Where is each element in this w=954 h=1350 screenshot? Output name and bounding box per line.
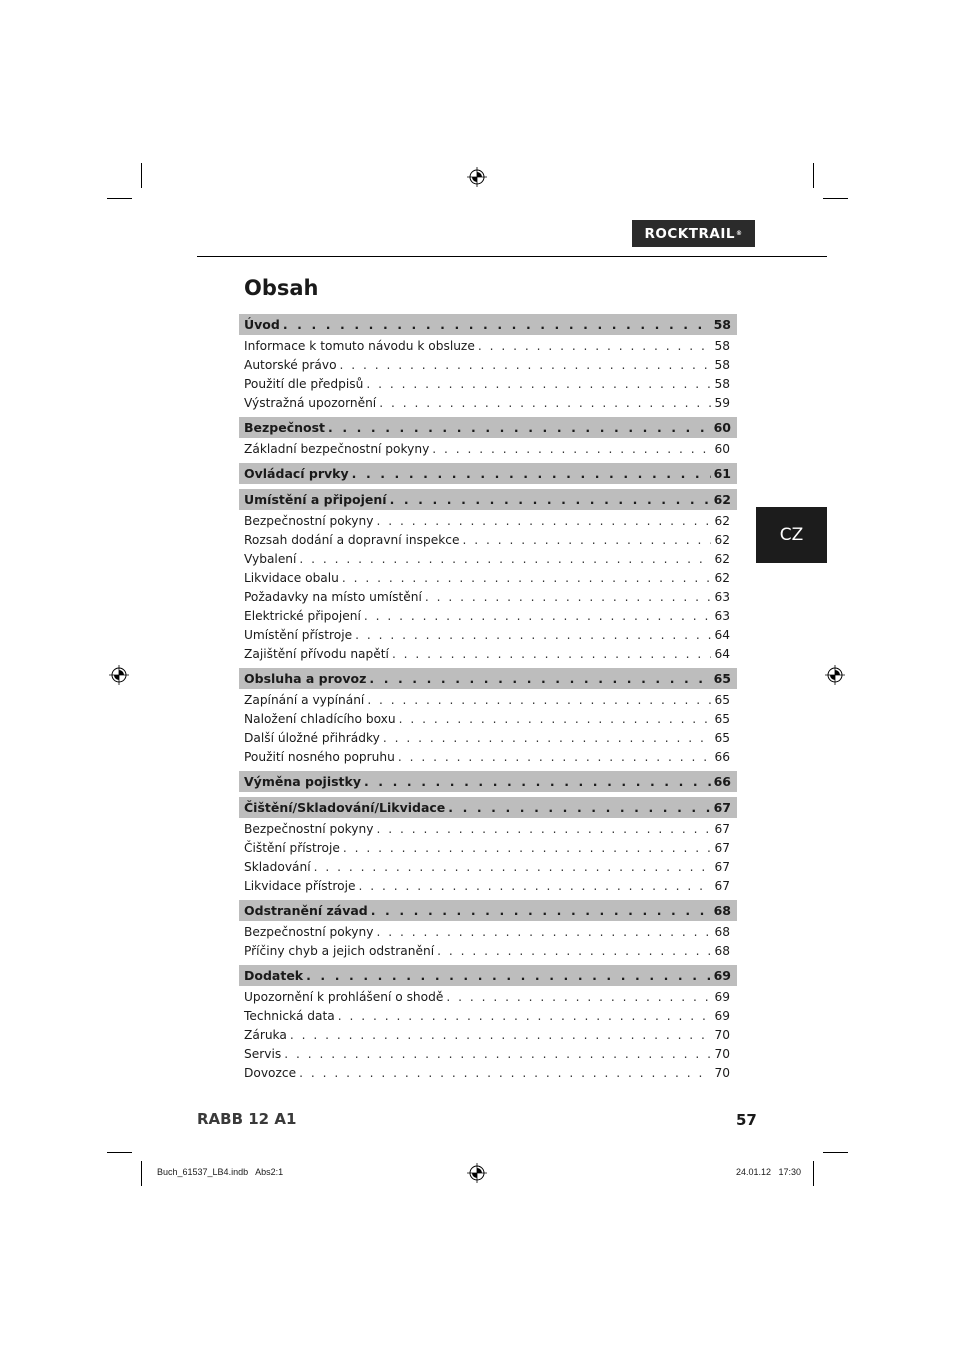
toc-entry-page: 58 <box>714 338 730 353</box>
toc-entry-title: Zapínání a vypínání <box>244 692 365 707</box>
toc-entry-title: Použití nosného popruhu <box>244 749 395 764</box>
table-of-contents <box>239 314 737 1082</box>
toc-entry-row <box>239 549 737 568</box>
toc-section-page: 60 <box>713 420 731 435</box>
toc-entry-title: Vybalení <box>244 551 297 566</box>
registered-mark: ® <box>735 230 743 237</box>
toc-entry-title: Příčiny chyb a jejich odstranění <box>244 943 435 958</box>
toc-entry-row <box>239 819 737 838</box>
toc-entry-title: Naložení chladícího boxu <box>244 711 396 726</box>
toc-entry-title: Požadavky na místo umístění <box>244 589 422 604</box>
toc-entry-row <box>239 644 737 663</box>
toc-entry-row <box>239 587 737 606</box>
toc-entry-title: Rozsah dodání a dopravní inspekce <box>244 532 460 547</box>
toc-entry-row <box>239 1006 737 1025</box>
toc-entry-page: 67 <box>714 840 730 855</box>
toc-entry-page: 62 <box>714 513 730 528</box>
toc-entry-page: 70 <box>714 1027 730 1042</box>
toc-leader-dots <box>379 396 711 410</box>
toc-entry-page: 59 <box>714 395 730 410</box>
toc-section-row <box>239 489 737 510</box>
toc-entry-row <box>239 987 737 1006</box>
toc-leader-dots <box>343 841 712 855</box>
toc-entry-page: 63 <box>714 608 730 623</box>
toc-leader-dots <box>437 944 711 958</box>
toc-entry-page: 62 <box>714 570 730 585</box>
toc-entry-title: Technická data <box>244 1008 335 1023</box>
crop-mark <box>813 1161 814 1186</box>
toc-leader-dots <box>342 571 712 585</box>
toc-leader-dots <box>284 1047 711 1061</box>
crop-mark <box>813 163 814 188</box>
toc-subsection-list <box>239 818 737 895</box>
toc-entry-page: 58 <box>714 357 730 372</box>
toc-entry-page: 70 <box>714 1046 730 1061</box>
toc-entry-row <box>239 1063 737 1082</box>
toc-entry-title: Skladování <box>244 859 311 874</box>
toc-entry-title: Servis <box>244 1046 282 1061</box>
toc-entry-page: 62 <box>714 551 730 566</box>
toc-entry-title: Umístění přístroje <box>244 627 353 642</box>
toc-entry-title: Zajištění přívodu napětí <box>244 646 389 661</box>
toc-entry-row <box>239 625 737 644</box>
toc-entry-page: 60 <box>714 441 730 456</box>
toc-entry-page: 65 <box>714 711 730 726</box>
toc-leader-dots <box>371 903 711 918</box>
toc-leader-dots <box>369 671 710 686</box>
toc-section-title: Obsluha a provoz <box>244 671 367 686</box>
toc-entry-title: Elektrické připojení <box>244 608 361 623</box>
toc-entry-page: 69 <box>714 989 730 1004</box>
toc-leader-dots <box>448 800 710 815</box>
toc-entry-row <box>239 728 737 747</box>
toc-entry-page: 64 <box>714 627 730 642</box>
toc-entry-page: 58 <box>714 376 730 391</box>
crop-mark <box>107 198 132 199</box>
toc-leader-dots <box>390 492 711 507</box>
toc-entry-row <box>239 336 737 355</box>
toc-leader-dots <box>328 420 711 435</box>
brand-logo <box>632 220 755 247</box>
toc-section-page: 61 <box>713 466 731 481</box>
toc-entry-row <box>239 355 737 374</box>
toc-entry-title: Další úložné přihrádky <box>244 730 380 745</box>
toc-entry-title: Upozornění k prohlášení o shodě <box>244 989 444 1004</box>
toc-entry-row <box>239 393 737 412</box>
toc-section-row <box>239 463 737 484</box>
toc-entry-row <box>239 941 737 960</box>
toc-section-title: Bezpečnost <box>244 420 326 435</box>
toc-leader-dots <box>462 533 711 547</box>
toc-leader-dots <box>366 377 711 391</box>
toc-leader-dots <box>340 358 712 372</box>
toc-entry-row <box>239 606 737 625</box>
toc-section-title: Umístění a připojení <box>244 492 387 507</box>
crop-mark <box>823 198 848 199</box>
brand-logo-text: ROCKTRAIL <box>644 225 735 242</box>
toc-entry-page: 68 <box>714 924 730 939</box>
toc-leader-dots <box>364 609 712 623</box>
toc-section-row <box>239 668 737 689</box>
toc-leader-dots <box>306 968 710 983</box>
toc-section-title: Ovládací prvky <box>244 466 349 481</box>
toc-subsection-list <box>239 986 737 1082</box>
toc-entry-page: 62 <box>714 532 730 547</box>
toc-entry-page: 65 <box>714 730 730 745</box>
toc-section-page: 68 <box>713 903 731 918</box>
registration-mark-icon <box>825 665 845 685</box>
toc-leader-dots <box>338 1009 712 1023</box>
toc-entry-title: Bezpečnostní pokyny <box>244 513 374 528</box>
toc-entry-title: Bezpečnostní pokyny <box>244 924 374 939</box>
toc-leader-dots <box>376 514 711 528</box>
toc-entry-page: 66 <box>714 749 730 764</box>
toc-entry-row <box>239 857 737 876</box>
toc-entry-page: 64 <box>714 646 730 661</box>
toc-leader-dots <box>425 590 712 604</box>
page-number: 57 <box>736 1111 757 1129</box>
toc-leader-dots <box>446 990 711 1004</box>
toc-leader-dots <box>283 317 711 332</box>
toc-leader-dots <box>383 731 712 745</box>
toc-entry-title: Výstražná upozornění <box>244 395 377 410</box>
model-number: RABB 12 A1 <box>197 1110 297 1128</box>
toc-section-title: Výměna pojistky <box>244 774 361 789</box>
toc-entry-title: Čištění přístroje <box>244 840 340 855</box>
toc-entry-row <box>239 439 737 458</box>
toc-entry-page: 69 <box>714 1008 730 1023</box>
toc-section-row <box>239 771 737 792</box>
crop-mark <box>107 1152 132 1153</box>
toc-section-title: Čištění/Skladování/Likvidace <box>244 800 446 815</box>
toc-section-row <box>239 314 737 335</box>
toc-leader-dots <box>399 712 712 726</box>
toc-section-row <box>239 965 737 986</box>
toc-entry-page: 67 <box>714 878 730 893</box>
toc-entry-row <box>239 876 737 895</box>
toc-entry-title: Informace k tomuto návodu k obsluze <box>244 338 475 353</box>
page-title: Obsah <box>244 276 319 300</box>
toc-entry-row <box>239 747 737 766</box>
toc-leader-dots <box>299 552 711 566</box>
toc-entry-title: Záruka <box>244 1027 287 1042</box>
toc-section-page: 65 <box>713 671 731 686</box>
toc-entry-page: 65 <box>714 692 730 707</box>
toc-section-row <box>239 417 737 438</box>
toc-entry-title: Použití dle předpisů <box>244 376 364 391</box>
toc-leader-dots <box>478 339 712 353</box>
toc-subsection-list <box>239 921 737 960</box>
toc-section-row <box>239 900 737 921</box>
toc-subsection-list <box>239 689 737 766</box>
toc-leader-dots <box>398 750 712 764</box>
toc-section-page: 62 <box>713 492 731 507</box>
toc-entry-row <box>239 709 737 728</box>
crop-mark <box>141 163 142 188</box>
toc-leader-dots <box>314 860 712 874</box>
toc-leader-dots <box>352 466 711 481</box>
toc-entry-title: Bezpečnostní pokyny <box>244 821 374 836</box>
toc-section-page: 58 <box>713 317 731 332</box>
toc-entry-row <box>239 374 737 393</box>
toc-entry-page: 68 <box>714 943 730 958</box>
toc-entry-page: 63 <box>714 589 730 604</box>
toc-subsection-list <box>239 438 737 458</box>
toc-leader-dots <box>290 1028 712 1042</box>
toc-leader-dots <box>432 442 711 456</box>
toc-entry-row <box>239 838 737 857</box>
toc-subsection-list <box>239 335 737 412</box>
toc-section-page: 67 <box>713 800 731 815</box>
toc-section-row <box>239 797 737 818</box>
header-divider <box>197 256 827 257</box>
toc-leader-dots <box>367 693 711 707</box>
toc-entry-row <box>239 1044 737 1063</box>
toc-entry-row <box>239 1025 737 1044</box>
toc-entry-title: Základní bezpečnostní pokyny <box>244 441 430 456</box>
toc-leader-dots <box>358 879 711 893</box>
toc-leader-dots <box>364 774 711 789</box>
toc-subsection-list <box>239 510 737 663</box>
toc-leader-dots <box>376 822 711 836</box>
toc-section-page: 66 <box>713 774 731 789</box>
toc-entry-title: Dovozce <box>244 1065 297 1080</box>
toc-leader-dots <box>392 647 712 661</box>
registration-mark-icon <box>467 1163 487 1183</box>
toc-leader-dots <box>355 628 711 642</box>
print-slug-file: Buch_61537_LB4.indb Abs2:1 <box>157 1167 284 1177</box>
toc-entry-page: 70 <box>714 1065 730 1080</box>
crop-mark <box>141 1161 142 1186</box>
toc-section-title: Odstranění závad <box>244 903 368 918</box>
toc-section-title: Úvod <box>244 317 280 332</box>
registration-mark-icon <box>467 167 487 187</box>
toc-leader-dots <box>299 1066 711 1080</box>
toc-leader-dots <box>376 925 711 939</box>
toc-entry-row <box>239 530 737 549</box>
toc-entry-title: Likvidace přístroje <box>244 878 356 893</box>
crop-mark <box>823 1152 848 1153</box>
toc-entry-row <box>239 511 737 530</box>
print-slug-datetime: 24.01.12 17:30 <box>736 1167 802 1177</box>
toc-entry-title: Likvidace obalu <box>244 570 339 585</box>
toc-entry-row <box>239 922 737 941</box>
toc-section-page: 69 <box>713 968 731 983</box>
toc-entry-page: 67 <box>714 859 730 874</box>
language-tab: CZ <box>756 507 827 563</box>
toc-entry-row <box>239 568 737 587</box>
toc-entry-title: Autorské právo <box>244 357 337 372</box>
toc-entry-row <box>239 690 737 709</box>
toc-section-title: Dodatek <box>244 968 304 983</box>
registration-mark-icon <box>109 665 129 685</box>
toc-entry-page: 67 <box>714 821 730 836</box>
